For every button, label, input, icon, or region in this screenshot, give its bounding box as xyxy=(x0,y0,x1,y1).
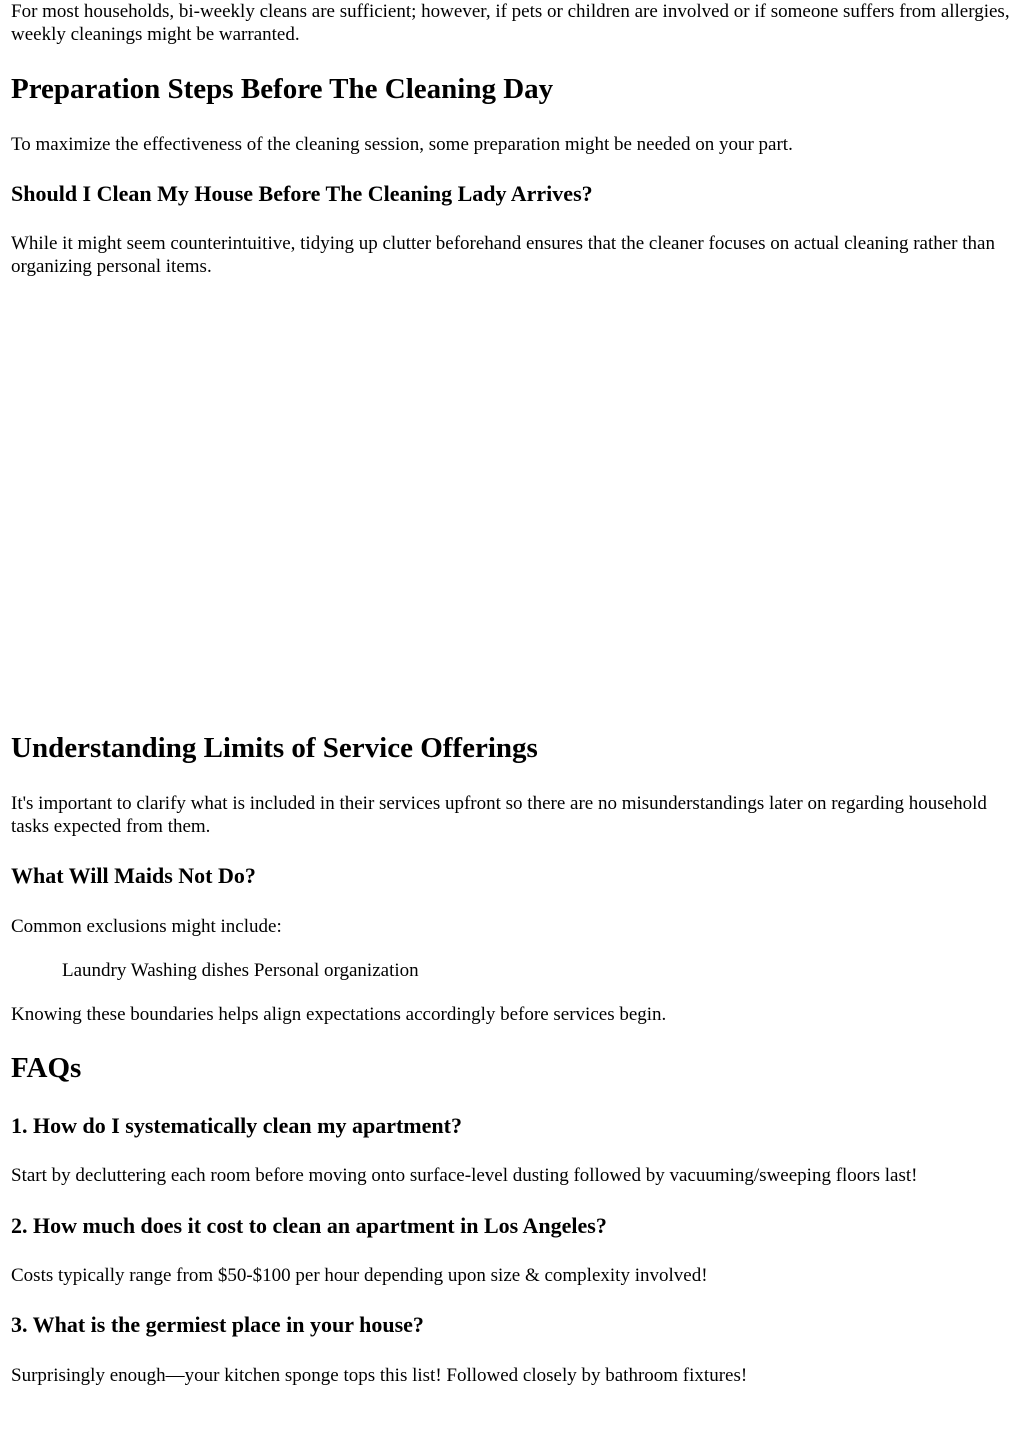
faq-answer-3: Surprisingly enough—your kitchen sponge tops this list! Followed closely by bathroom fixtures! xyxy=(11,1365,748,1386)
faq-answer-1: Start by decluttering each room before moving onto surface-level dusting followed by vacuuming/sweeping floors last! xyxy=(11,1165,918,1186)
faq-question-3: 3. What is the germiest place in your house? xyxy=(11,1312,424,1337)
limits-heading: Understanding Limits of Service Offerings xyxy=(11,732,538,764)
limits-subheading: What Will Maids Not Do? xyxy=(11,863,256,888)
intro-paragraph: For most households, bi-weekly cleans are sufficient; however, if pets or children are involved or if someone suffers from allergies, weekly cleanings might be warranted. xyxy=(11,1,1010,45)
list-item: Personal organization xyxy=(253,960,419,981)
exclusions-intro: Common exclusions might include: xyxy=(11,916,282,937)
faq-question-2: 2. How much does it cost to clean an apartment in Los Angeles? xyxy=(11,1213,607,1238)
list-item: Washing dishes xyxy=(130,960,250,981)
preparation-heading: Preparation Steps Before The Cleaning Day xyxy=(11,73,554,105)
faqs-heading: FAQs xyxy=(11,1052,82,1084)
preparation-subparagraph: While it might seem counterintuitive, tidying up clutter beforehand ensures that the cleaner focuses on actual cleaning rather than organizing personal items. xyxy=(11,233,995,277)
exclusions-list xyxy=(62,959,419,982)
limits-closing: Knowing these boundaries helps align expectations accordingly before services begin. xyxy=(11,1004,667,1025)
preparation-subheading: Should I Clean My House Before The Cleaning Lady Arrives? xyxy=(11,181,593,206)
preparation-paragraph: To maximize the effectiveness of the cleaning session, some preparation might be needed on your part. xyxy=(11,134,793,155)
list-item: Laundry xyxy=(62,960,127,981)
faq-answer-2: Costs typically range from $50-$100 per hour depending upon size & complexity involved! xyxy=(11,1265,708,1286)
blank-content-area xyxy=(11,288,1011,718)
faq-question-1: 1. How do I systematically clean my apartment? xyxy=(11,1113,462,1138)
limits-paragraph: It's important to clarify what is included in their services upfront so there are no misunderstandings later on regarding household tasks expected from them. xyxy=(11,793,987,837)
